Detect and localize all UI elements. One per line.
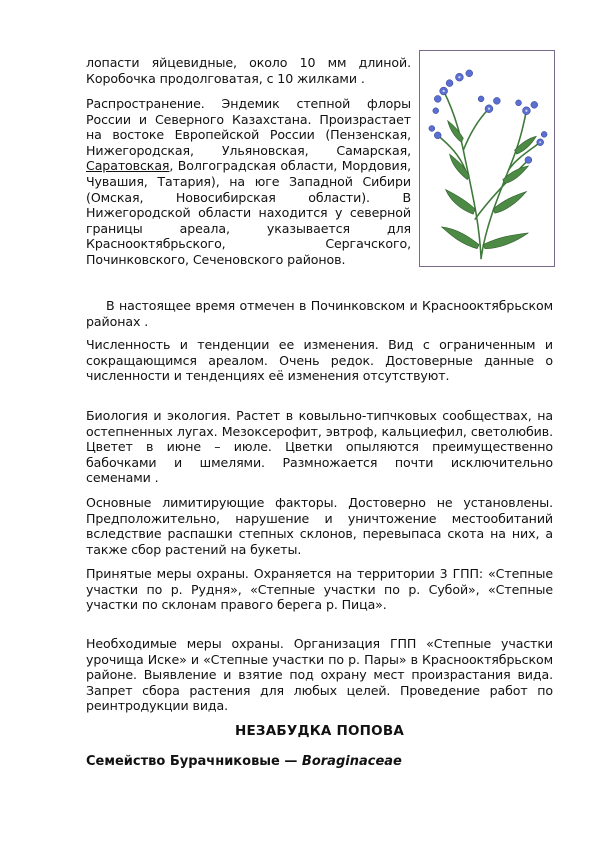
paragraph-fruit-description: лопасти яйцевидные, около 10 мм длиной. Коробочка продолговатая, с 10 жилками . xyxy=(86,55,411,86)
species-heading: НЕЗАБУДКА ПОПОВА xyxy=(235,723,404,739)
plant-illustration xyxy=(419,50,555,267)
saratov-underlined: Саратовская xyxy=(86,158,170,174)
paragraph-protection-measures: Принятые меры охраны. Охраняется на территории 3 ГПП: «Степные участки по р. Рудня», «Степные участки по р. Субой», «Степные участки по склонам правого берега р. Пица». xyxy=(86,566,553,613)
plant-illustration-icon xyxy=(420,51,554,266)
distribution-text-start: Распространение. Эндемик степной флоры России и Северного Казахстана. Произрастает на востоке Европейской России (Пензенская, Нижегородская, Ульяновская, Самарская, xyxy=(86,96,411,158)
family-russian: Семейство Бурачниковые — xyxy=(86,754,302,769)
paragraph-needed-measures: Необходимые меры охраны. Организация ГПП «Степные участки урочища Иске» и «Степные участки по р. Пары» в Краснооктябрьском районе. Выявление и взятие под охрану мест произрастания вида. Запрет сбора растения для любых целей. Проведение работ по реинтродукции вида. xyxy=(86,636,553,714)
distribution-text-end: , Волгоградская области, Мордовия, Чувашия, Татария), на юге Западной Сибири (Омская, Новосибирская области). В Нижегородской области находится у северной границы ареала, указывается для Краснооктябрьского, Сергачского, Починковского, Сеченовского районов. xyxy=(86,158,411,267)
paragraph-current-records: В настоящее время отмечен в Починковском и Краснооктябрьском районах . xyxy=(86,298,553,329)
paragraph-biology: Биология и экология. Растет в ковыльно-типчковых сообществах, на остепненных лугах. Мезоксерофит, эвтроф, кальциефил, светолюбив. Цветет в июне – июле. Цветки опыляются преимущественно бабочками и шмелями. Размножается почти исключительно семенами . xyxy=(86,408,553,486)
family-line xyxy=(86,754,402,769)
family-latin: Boraginaceae xyxy=(301,754,402,769)
paragraph-distribution xyxy=(86,96,411,268)
paragraph-population: Численность и тенденции ее изменения. Вид с ограниченным и сокращающимся ареалом. Очень редок. Достоверные данные о численности и тенденциях её изменения отсутствуют. xyxy=(86,337,553,384)
paragraph-limiting-factors: Основные лимитирующие факторы. Достоверно не установлены. Предположительно, нарушение и уничтожение местообитаний вследствие распашки степных склонов, перевыпаса скота на них, а также сбор растений на букеты. xyxy=(86,495,553,557)
